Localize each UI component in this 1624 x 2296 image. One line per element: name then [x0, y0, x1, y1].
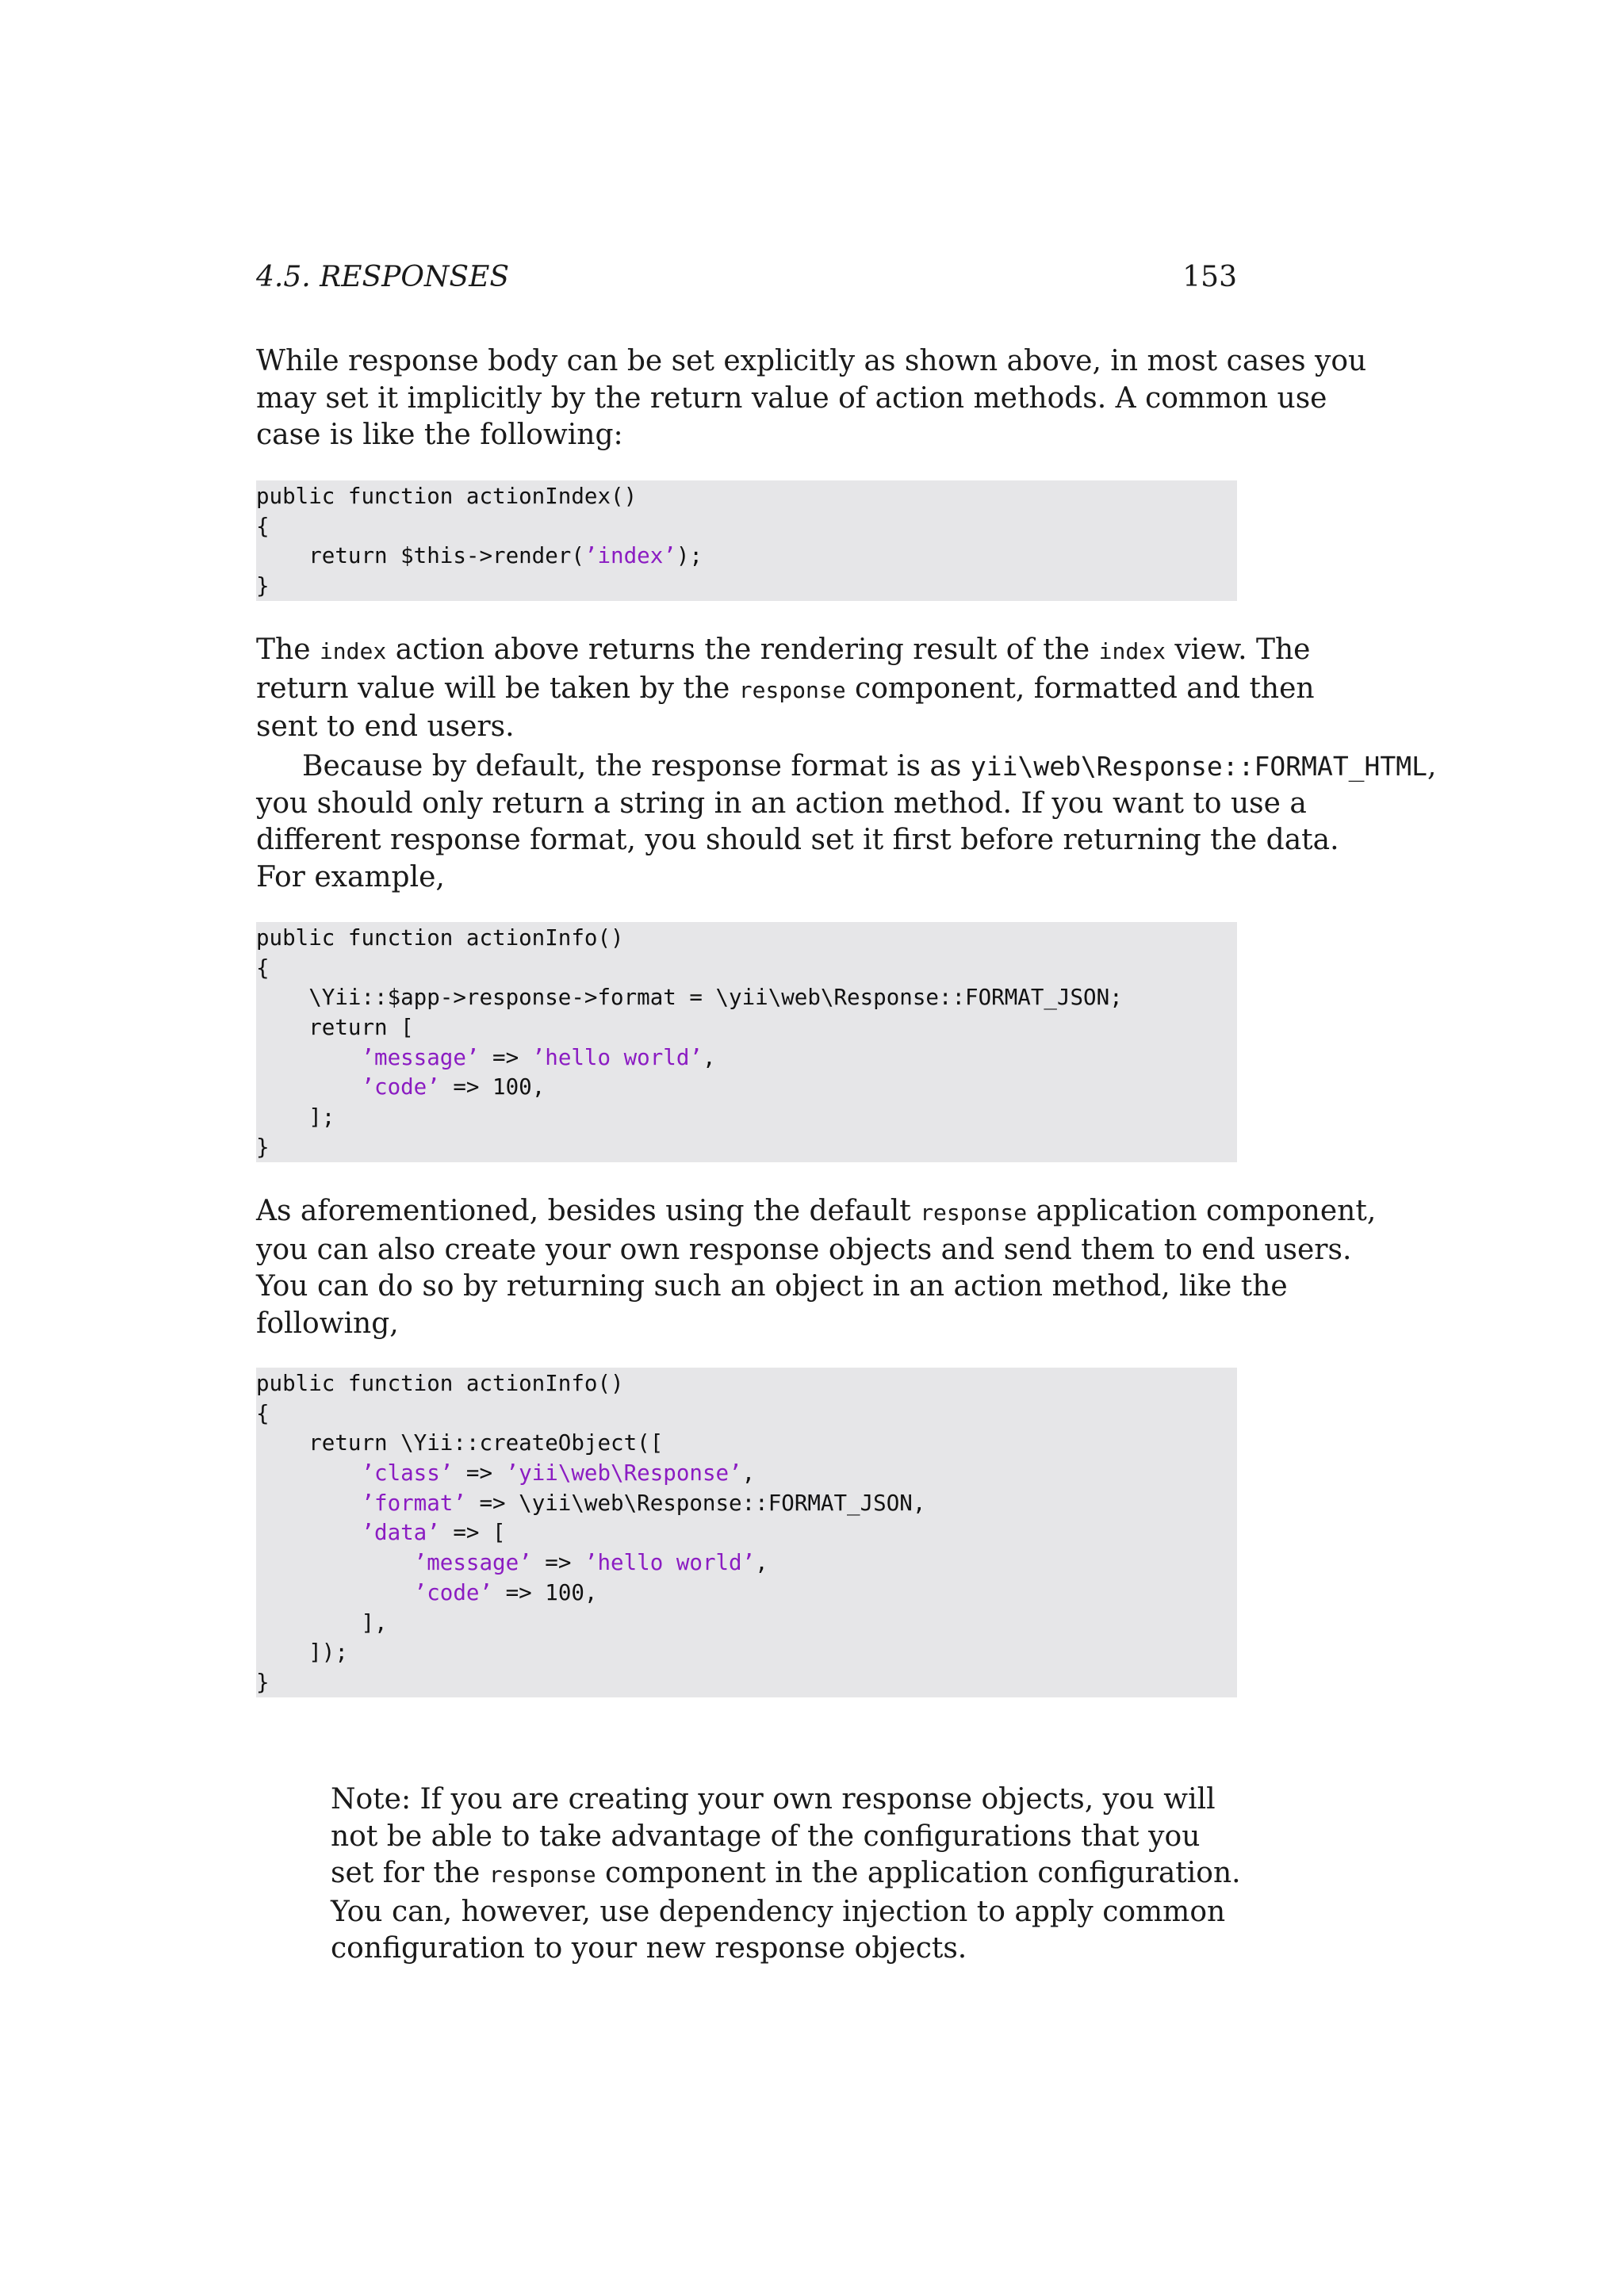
text-line: you can also create your own response objects and send them to end users.: [256, 1233, 1352, 1266]
text-line: return value will be taken by the response component, formatted and then: [256, 672, 1315, 705]
text-line: As aforementioned, besides using the default response application component,: [256, 1195, 1377, 1227]
text-line: following,: [256, 1307, 399, 1340]
code-line: public function actionIndex(): [256, 484, 638, 509]
code-line: ’code’ => 100,: [413, 1579, 598, 1605]
text-line: You can do so by returning such an object in an action method, like the: [256, 1270, 1288, 1303]
code-line: ],: [256, 1609, 388, 1636]
string-literal: ’hello world’: [531, 1044, 703, 1070]
string-literal: ’code’: [361, 1074, 440, 1100]
code-line: public function actionInfo(): [256, 1371, 624, 1396]
paragraph-intro: [256, 343, 1367, 454]
code-line: \Yii::$app->response->format = \yii\web\Response::FORMAT_JSON;: [256, 985, 1123, 1011]
text-line: may set it implicitly by the return value of action methods. A common use: [256, 381, 1327, 415]
code-line: ’code’ => 100,: [361, 1074, 546, 1100]
code-line: return \Yii::createObject([: [256, 1430, 664, 1456]
string-literal: ’data’: [361, 1520, 440, 1546]
inline-code: response: [738, 676, 846, 703]
code-line: {: [256, 1400, 270, 1426]
code-block-action-info-json: [256, 922, 1237, 1162]
string-literal: ’index’: [584, 543, 676, 569]
string-literal: ’format’: [361, 1490, 466, 1516]
code-line: }: [256, 573, 270, 599]
section-title: 4.5. RESPONSES: [256, 261, 510, 293]
inline-code: index: [319, 638, 387, 664]
string-literal: ’message’: [361, 1044, 480, 1070]
code-block-action-info-create-object: [256, 1368, 1237, 1697]
text-line: case is like the following:: [256, 419, 623, 451]
text-line: Because by default, the response format is as yii\web\Response::FORMAT_HTML,: [302, 750, 1437, 783]
running-header: [256, 258, 1237, 297]
code-line: ]);: [256, 1640, 348, 1666]
code-line: {: [256, 955, 270, 981]
text-line: While response body can be set explicitly as shown above, in most cases you: [256, 345, 1367, 377]
note-line: You can, however, use dependency injection to apply common: [331, 1895, 1226, 1928]
note-line: configuration to your new response objects.: [331, 1932, 967, 1965]
text-line: you should only return a string in an action method. If you want to use a: [256, 786, 1307, 820]
code-line: }: [256, 1669, 270, 1695]
paragraph-custom-response: [256, 1193, 1377, 1342]
page-number: 153: [1182, 261, 1237, 293]
inline-code: yii\web\Response::FORMAT_HTML: [970, 751, 1428, 782]
code-block-action-index: [256, 480, 1237, 601]
note-line: Note: If you are creating your own response objects, you will: [331, 1783, 1216, 1816]
text-line: The index action above returns the rendering result of the index view. The: [256, 633, 1311, 666]
text-line: For example,: [256, 860, 445, 894]
text-line: different response format, you should set it first before returning the data.: [256, 824, 1339, 856]
paragraph-response-format: [256, 748, 1437, 896]
text-line: sent to end users.: [256, 710, 515, 743]
string-literal: ’message’: [413, 1550, 532, 1576]
note-line: set for the response component in the application configuration.: [331, 1857, 1241, 1889]
string-literal: ’hello world’: [584, 1550, 756, 1576]
code-line: ’format’ => \yii\web\Response::FORMAT_JSON,: [361, 1490, 926, 1516]
code-line: public function actionInfo(): [256, 925, 624, 951]
code-line: ’message’ => ’hello world’,: [361, 1044, 716, 1070]
code-line: return [: [256, 1015, 414, 1041]
inline-code: response: [488, 1862, 596, 1888]
code-line: ’class’ => ’yii\web\Response’,: [361, 1460, 756, 1487]
note-line: not be able to take advantage of the configurations that you: [331, 1820, 1201, 1853]
string-literal: ’class’: [361, 1460, 454, 1487]
string-literal: ’yii\web\Response’: [505, 1460, 742, 1487]
inline-code: response: [920, 1200, 1028, 1226]
code-line: }: [256, 1134, 270, 1160]
code-line: ’message’ => ’hello world’,: [413, 1550, 768, 1576]
paragraph-index-explanation: [256, 632, 1315, 746]
code-line: return $this->render(’index’);: [256, 543, 703, 569]
code-line: {: [256, 513, 270, 539]
note-box: [331, 1781, 1241, 1968]
inline-code: index: [1098, 638, 1166, 664]
string-literal: ’code’: [413, 1579, 493, 1605]
code-line: ’data’ => [: [361, 1520, 506, 1546]
code-line: ];: [256, 1104, 335, 1131]
